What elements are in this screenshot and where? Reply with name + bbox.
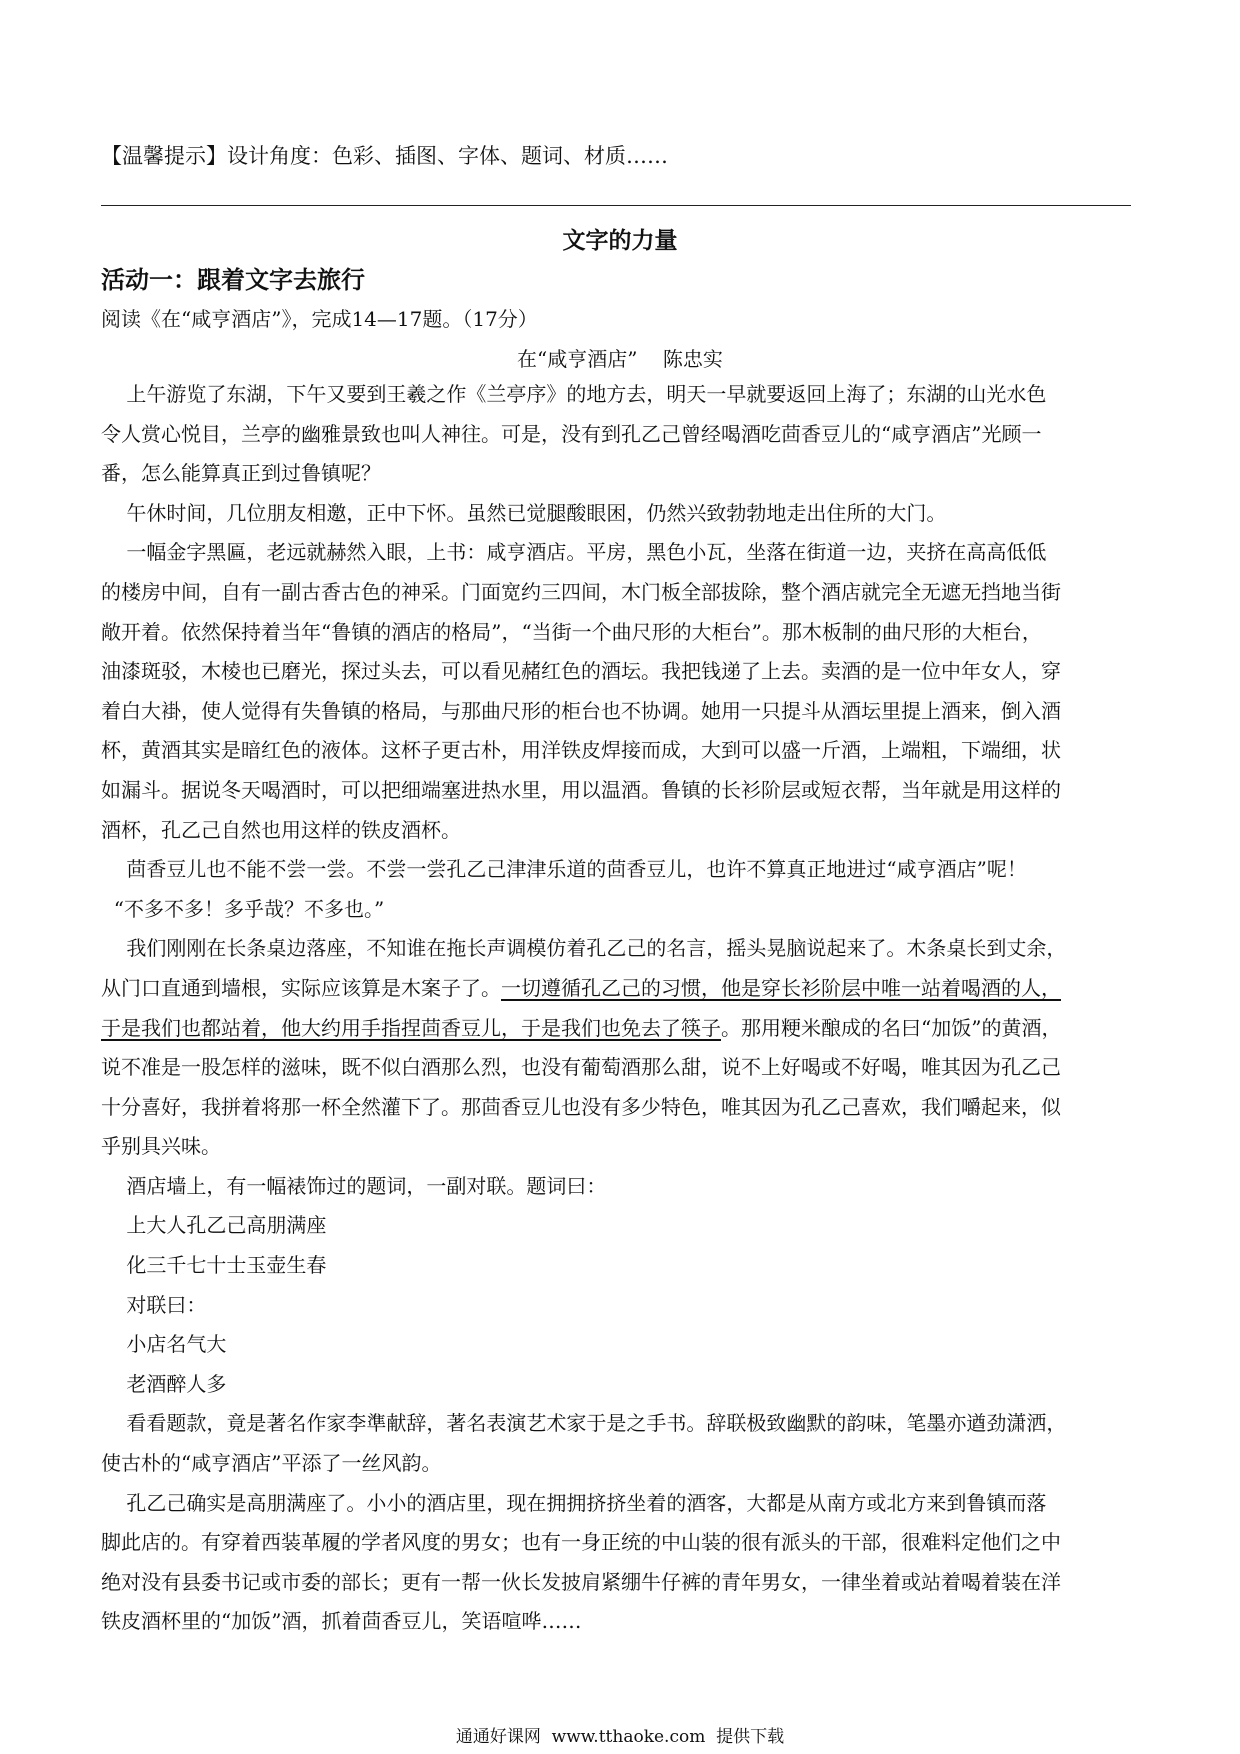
paragraph-line: 午休时间，几位朋友相邀，正中下怀。虽然已觉腿酸眼困，仍然兴致勃勃地走出住所的大门。 bbox=[101, 500, 947, 525]
paragraph-line: “不多不多！多乎哉？不多也。” bbox=[101, 896, 385, 921]
article-title: 在“咸亨酒店” 陈忠实 bbox=[517, 347, 723, 371]
tip-text: 【温馨提示】设计角度：色彩、插图、字体、题词、材质…… bbox=[101, 144, 668, 168]
divider bbox=[101, 205, 1131, 206]
paragraph-line: 酒杯，孔乙己自然也用这样的铁皮酒杯。 bbox=[101, 817, 461, 842]
paragraph-line: 脚此店的。有穿着西装革履的学者风度的男女；也有一身正统的中山装的很有派头的干部，很难料定他们之中 bbox=[101, 1530, 1061, 1555]
paragraph-line: 孔乙己确实是高朋满座了。小小的酒店里，现在拥拥挤挤坐着的酒客，大都是从南方或北方来到鲁镇而落 bbox=[101, 1490, 1047, 1515]
paragraph-line: 如漏斗。据说冬天喝酒时，可以把细端塞进热水里，用以温酒。鲁镇的长衫阶层或短衣帮，当年就是用这样的 bbox=[101, 777, 1061, 802]
paragraph-line: 看看题款，竟是著名作家李準献辞，著名表演艺术家于是之手书。辞联极致幽默的韵味，笔墨亦遒劲潇洒， bbox=[101, 1411, 1067, 1436]
paragraph-line bbox=[101, 1009, 1141, 1049]
paragraph-line: 令人赏心悦目，兰亭的幽雅景致也叫人神往。可是，没有到孔乙己曾经喝酒吃茴香豆儿的“咸亨酒店”光顾一 bbox=[101, 421, 1042, 446]
paragraph-text: 。那用粳米酿成的名曰“加饭”的黄酒， bbox=[721, 1015, 1062, 1040]
paragraph-line: 小店名气大 bbox=[101, 1332, 227, 1357]
paragraph-line: 的楼房中间，自有一副古香古色的神采。门面宽约三四间，木门板全部拔除，整个酒店就完全无遮无挡地当街 bbox=[101, 579, 1061, 604]
paragraph-line: 对联曰： bbox=[101, 1292, 207, 1317]
paragraph-line: 我们刚刚在长条桌边落座，不知谁在拖长声调模仿着孔乙己的名言，摇头晃脑说起来了。木条桌长到丈余， bbox=[101, 936, 1067, 961]
underlined-sentence: 一切遵循孔乙己的习惯，他是穿长衫阶层中唯一站着喝酒的人， bbox=[501, 975, 1061, 1000]
footer-text: 通通好课网 www.tthaoke.com 提供下载 bbox=[455, 1727, 785, 1747]
paragraph-line: 化三千七十士玉壶生春 bbox=[101, 1253, 327, 1278]
activity-heading: 活动一：跟着文字去旅行 bbox=[101, 266, 365, 294]
paragraph-line: 上午游览了东湖，下午又要到王羲之作《兰亭序》的地方去，明天一早就要返回上海了；东湖的山光水色 bbox=[101, 382, 1047, 406]
paragraph-line: 使古朴的“咸亨酒店”平添了一丝风韵。 bbox=[101, 1451, 442, 1476]
paragraph-line: 番，怎么能算真正到过鲁镇呢？ bbox=[101, 461, 381, 486]
paragraph-line: 敞开着。依然保持着当年“鲁镇的酒店的格局”，“当街一个曲尺形的大柜台”。那木板制的曲尺形的大柜台， bbox=[101, 619, 1042, 644]
paragraph-line: 一幅金字黑匾，老远就赫然入眼，上书：咸亨酒店。平房，黑色小瓦，坐落在街道一边，夹挤在高高低低 bbox=[101, 540, 1047, 565]
article-body bbox=[101, 375, 1141, 1642]
underlined-sentence: 于是我们也都站着，他大约用手指捏茴香豆儿，于是我们也免去了筷子 bbox=[101, 1015, 721, 1040]
paragraph-line: 铁皮酒杯里的“加饭”酒，抓着茴香豆儿，笑语喧哗…… bbox=[101, 1609, 582, 1634]
section-title: 文字的力量 bbox=[562, 228, 678, 254]
paragraph-line: 上大人孔乙己高朋满座 bbox=[101, 1213, 327, 1238]
paragraph-line: 酒店墙上，有一幅裱饰过的题词，一副对联。题词曰： bbox=[101, 1173, 607, 1198]
paragraph-line: 乎别具兴味。 bbox=[101, 1134, 221, 1159]
paragraph-line: 说不准是一股怎样的滋味，既不似白酒那么烈，也没有葡萄酒那么甜，说不上好喝或不好喝，唯其因为孔乙己 bbox=[101, 1055, 1061, 1080]
paragraph-line: 油漆斑驳，木棱也已磨光，探过头去，可以看见赭红色的酒坛。我把钱递了上去。卖酒的是一位中年女人，穿 bbox=[101, 659, 1061, 684]
paragraph-line: 绝对没有县委书记或市委的部长；更有一帮一伙长发披肩紧绷牛仔裤的青年男女，一律坐着或站着喝着装在洋 bbox=[101, 1569, 1061, 1594]
instruction-text: 阅读《在“咸亨酒店”》，完成14—17题。（17分） bbox=[101, 307, 538, 331]
paragraph-text: 从门口直通到墙根，实际应该算是木案子了。 bbox=[101, 975, 501, 1000]
paragraph-line: 老酒醉人多 bbox=[101, 1371, 227, 1396]
paragraph-line bbox=[101, 969, 1141, 1009]
paragraph-line: 十分喜好，我拼着将那一杯全然灌下了。那茴香豆儿也没有多少特色，唯其因为孔乙己喜欢，我们嚼起来，似 bbox=[101, 1094, 1061, 1119]
paragraph-line: 着白大褂，使人觉得有失鲁镇的格局，与那曲尺形的柜台也不协调。她用一只提斗从酒坛里提上酒来，倒入酒 bbox=[101, 698, 1061, 723]
paragraph-line: 杯，黄酒其实是暗红色的液体。这杯子更古朴，用洋铁皮焊接而成，大到可以盛一斤酒，上端粗，下端细，状 bbox=[101, 738, 1061, 763]
paragraph-line: 茴香豆儿也不能不尝一尝。不尝一尝孔乙己津津乐道的茴香豆儿，也许不算真正地进过“咸亨酒店”呢！ bbox=[101, 857, 1027, 882]
